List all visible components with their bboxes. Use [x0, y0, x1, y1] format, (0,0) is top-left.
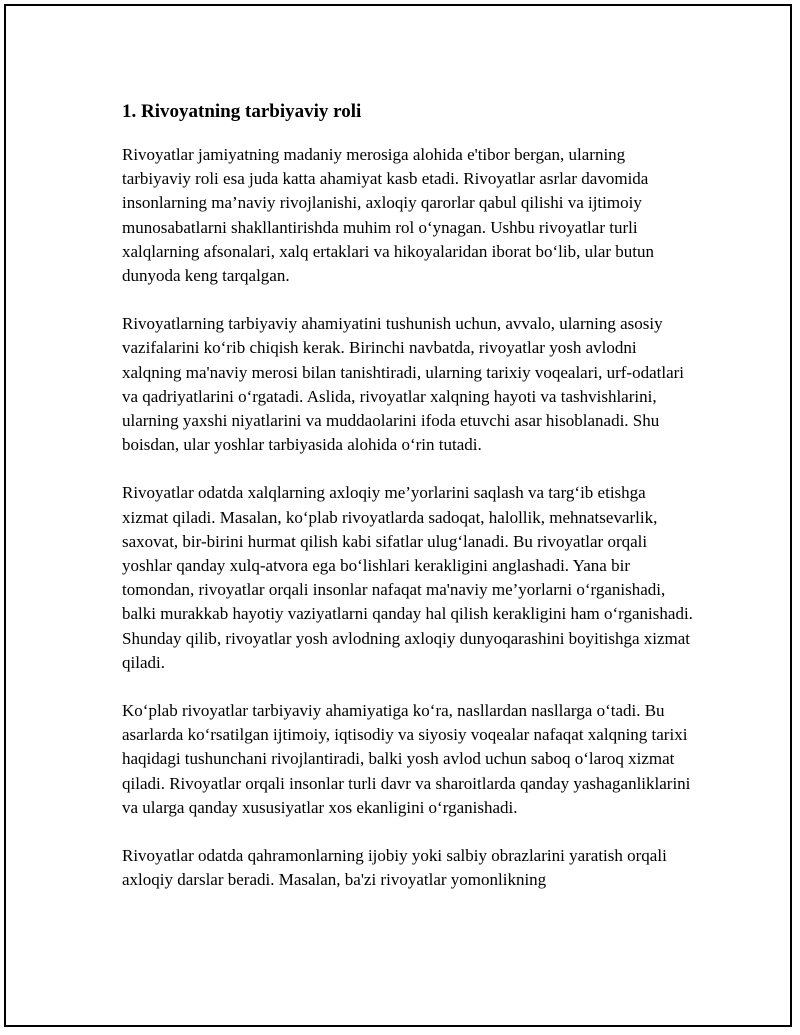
paragraph-3: Rivoyatlar odatda xalqlarning axloqiy me’yorlarini saqlash va targ‘ib etishga xizmat qiladi. Masalan, ko‘plab rivoyatlarda sadoqat, halollik, mehnatsevarlik, saxovat, bir-birini hurmat qilish kabi sifatlar ulug‘lanadi. Bu rivoyatlar orqali yoshlar qanday xulq-atvora ega bo‘lishlari kerakligini anglashadi. Yana bir tomondan, rivoyatlar orqali insonlar nafaqat ma'naviy me’yorlarni o‘rganishadi, balki murakkab hayotiy vaziyatlarni qanday hal qilish kerakligini ham o‘rganishadi. Shunday qilib, rivoyatlar yosh avlodning axloqiy dunyoqarashini boyitishga xizmat qiladi.	[122, 483, 693, 672]
paragraph-1: Rivoyatlar jamiyatning madaniy merosiga alohida e'tibor bergan, ularning tarbiyaviy roli esa juda katta ahamiyat kasb etadi. Rivoyatlar asrlar davomida insonlarning ma’naviy rivojlanishi, axloqiy qarorlar qabul qilishi va ijtimoiy munosabatlarni shakllantirishda muhim rol o‘ynagan. Ushbu rivoyatlar turli xalqlarning afsonalari, xalq ertaklari va hikoyalaridan iborat bo‘lib, ular butun dunyoda keng tarqalgan.	[122, 145, 655, 286]
document-page	[4, 4, 792, 1027]
section-heading: 1. Rivoyatning tarbiyaviy roli	[122, 101, 362, 122]
document-body	[122, 99, 694, 916]
paragraph-2: Rivoyatlarning tarbiyaviy ahamiyatini tushunish uchun, avvalo, ularning asosiy vazifalarini ko‘rib chiqish kerak. Birinchi navbatda, rivoyatlar yosh avlodni xalqning ma'naviy merosi bilan tanishtiradi, ularning tarixiy voqealari, urf-odatlari va qadriyatlarini o‘rgatadi. Aslida, rivoyatlar xalqning hayoti va tashvishlarini, ularning yaxshi niyatlarini va muddaolarini ifoda etuvchi asar hisoblanadi. Shu boisdan, ular yoshlar tarbiyasida alohida o‘rin tutadi.	[122, 314, 685, 455]
paragraph-5: Rivoyatlar odatda qahramonlarning ijobiy yoki salbiy obrazlarini yaratish orqali axloqiy darslar beradi. Masalan, ba'zi rivoyatlar yomonlikning	[122, 846, 667, 890]
paragraph-4: Ko‘plab rivoyatlar tarbiyaviy ahamiyatiga ko‘ra, nasllardan nasllarga o‘tadi. Bu asarlarda ko‘rsatilgan ijtimoiy, iqtisodiy va siyosiy voqealar nafaqat xalqning tarixi haqidagi tushunchani rivojlantiradi, balki yosh avlod uchun saboq o‘laroq xizmat qiladi. Rivoyatlar orqali insonlar turli davr va sharoitlarda qanday yashaganliklarini va ularga qanday xususiyatlar xos ekanligini o‘rganishadi.	[122, 701, 691, 817]
